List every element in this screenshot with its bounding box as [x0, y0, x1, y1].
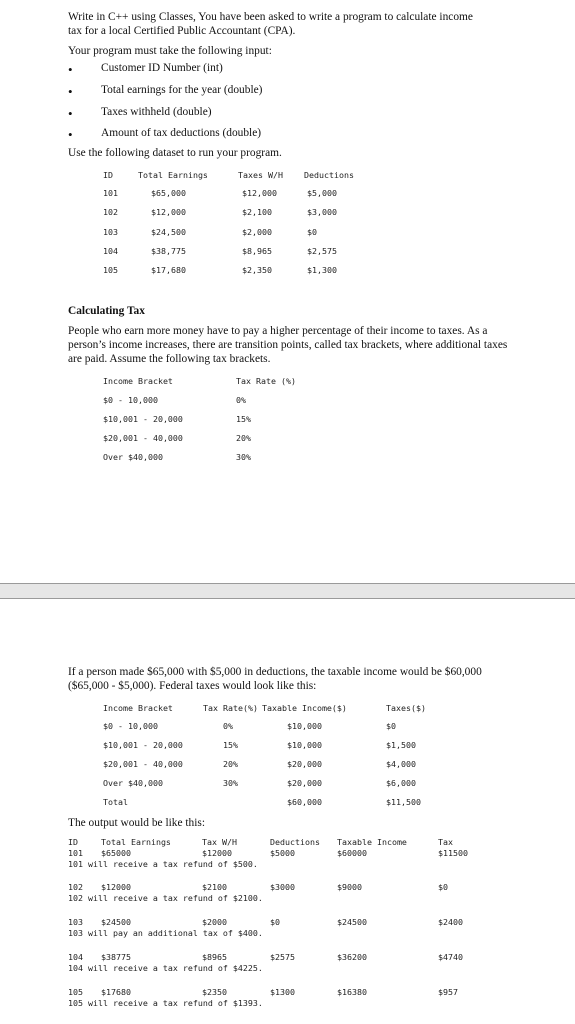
example-line-2: ($65,000 - $5,000). Federal taxes would look like this: — [68, 680, 317, 692]
output-message: 105 will receive a tax refund of $1393. — [68, 998, 263, 1008]
table-cell: 0% — [223, 721, 233, 731]
output-cell: $2575 — [270, 952, 295, 962]
table-header: Taxable Income($) — [262, 703, 347, 713]
document-page-2 — [0, 599, 575, 1024]
table-cell: $38,775 — [151, 246, 186, 256]
output-cell: $957 — [438, 987, 458, 997]
table-cell: $2,350 — [242, 265, 272, 275]
table-cell: 30% — [223, 778, 238, 788]
output-cell: 102 — [68, 882, 83, 892]
table-cell: $20,000 — [287, 759, 322, 769]
bullet-icon: • — [68, 106, 73, 121]
table-cell: $2,575 — [307, 246, 337, 256]
table-cell: 0% — [236, 395, 246, 405]
table-header: Deductions — [304, 170, 354, 180]
dataset-heading: Use the following dataset to run your program. — [68, 147, 282, 159]
table-cell: 103 — [103, 227, 118, 237]
output-cell: $24500 — [337, 917, 367, 927]
bullet-item: Amount of tax deductions (double) — [101, 127, 262, 139]
table-cell: 105 — [103, 265, 118, 275]
table-cell: $1,500 — [386, 740, 416, 750]
table-cell: Over $40,000 — [103, 452, 163, 462]
table-cell: $8,965 — [242, 246, 272, 256]
output-cell: $60000 — [337, 848, 367, 858]
intro-line-2: tax for a local Certified Public Accountant (CPA). — [68, 25, 296, 37]
output-cell: $0 — [270, 917, 280, 927]
table-cell: $17,680 — [151, 265, 186, 275]
table-cell: Over $40,000 — [103, 778, 163, 788]
output-message: 104 will receive a tax refund of $4225. — [68, 963, 263, 973]
output-cell: $1300 — [270, 987, 295, 997]
bullet-item: Customer ID Number (int) — [101, 62, 223, 74]
table-header: Income Bracket — [103, 703, 173, 713]
output-cell: $38775 — [101, 952, 131, 962]
example-line-1: If a person made $65,000 with $5,000 in deductions, the taxable income would be $60,000 — [68, 666, 482, 678]
bullet-item: Total earnings for the year (double) — [101, 84, 263, 96]
table-cell: 30% — [236, 452, 251, 462]
table-header: Total Earnings — [138, 170, 208, 180]
output-message: 103 will pay an additional tax of $400. — [68, 928, 263, 938]
output-cell: $12000 — [101, 882, 131, 892]
output-cell: $16380 — [337, 987, 367, 997]
output-cell: $65000 — [101, 848, 131, 858]
table-cell: $0 — [386, 721, 396, 731]
table-cell: $10,000 — [287, 740, 322, 750]
table-cell: $3,000 — [307, 207, 337, 217]
table-cell: $0 - 10,000 — [103, 721, 158, 731]
bullet-item: Taxes withheld (double) — [101, 106, 212, 118]
output-cell: $36200 — [337, 952, 367, 962]
output-cell: 101 — [68, 848, 83, 858]
table-cell: $10,000 — [287, 721, 322, 731]
table-header: Tax — [438, 837, 453, 847]
table-cell: Total — [103, 797, 128, 807]
output-cell: $11500 — [438, 848, 468, 858]
table-cell: 15% — [236, 414, 251, 424]
output-cell: $2100 — [202, 882, 227, 892]
table-cell: 15% — [223, 740, 238, 750]
bullet-icon: • — [68, 62, 73, 77]
table-header: ID — [103, 170, 113, 180]
output-message: 102 will receive a tax refund of $2100. — [68, 893, 263, 903]
table-cell: $0 - 10,000 — [103, 395, 158, 405]
bullet-icon: • — [68, 84, 73, 99]
calc-line-2: person’s income increases, there are transition points, called tax brackets, where additional taxes — [68, 339, 508, 351]
output-cell: $3000 — [270, 882, 295, 892]
output-message: 101 will receive a tax refund of $500. — [68, 859, 258, 869]
output-cell: 104 — [68, 952, 83, 962]
table-header: Deductions — [270, 837, 320, 847]
table-cell: $12,000 — [151, 207, 186, 217]
table-header: Total Earnings — [101, 837, 171, 847]
page-separator — [0, 584, 575, 599]
output-cell: $24500 — [101, 917, 131, 927]
output-cell: $0 — [438, 882, 448, 892]
output-cell: $2400 — [438, 917, 463, 927]
table-cell: $4,000 — [386, 759, 416, 769]
table-cell: $65,000 — [151, 188, 186, 198]
table-header: Tax Rate(%) — [203, 703, 258, 713]
table-cell: 101 — [103, 188, 118, 198]
output-cell: $2000 — [202, 917, 227, 927]
output-cell: $17680 — [101, 987, 131, 997]
output-cell: $4740 — [438, 952, 463, 962]
table-cell: 20% — [223, 759, 238, 769]
table-cell: $24,500 — [151, 227, 186, 237]
table-cell: $10,001 - 20,000 — [103, 414, 183, 424]
output-cell: $2350 — [202, 987, 227, 997]
table-cell: $10,001 - 20,000 — [103, 740, 183, 750]
output-cell: $12000 — [202, 848, 232, 858]
table-cell: 20% — [236, 433, 251, 443]
table-cell: $60,000 — [287, 797, 322, 807]
calc-heading: Calculating Tax — [68, 305, 145, 317]
table-cell: $0 — [307, 227, 317, 237]
calc-line-3: are paid. Assume the following tax brackets. — [68, 353, 271, 365]
table-cell: $20,001 - 40,000 — [103, 759, 183, 769]
table-cell: $2,000 — [242, 227, 272, 237]
table-cell: 102 — [103, 207, 118, 217]
table-cell: $11,500 — [386, 797, 421, 807]
table-cell: $20,001 - 40,000 — [103, 433, 183, 443]
table-cell: $5,000 — [307, 188, 337, 198]
table-cell: $1,300 — [307, 265, 337, 275]
table-cell: $20,000 — [287, 778, 322, 788]
output-cell: $5000 — [270, 848, 295, 858]
intro-line-1: Write in C++ using Classes, You have been asked to write a program to calculate income — [68, 11, 473, 23]
table-cell: $12,000 — [242, 188, 277, 198]
output-cell: 103 — [68, 917, 83, 927]
output-heading: The output would be like this: — [68, 817, 205, 829]
table-header: Taxes($) — [386, 703, 426, 713]
input-heading: Your program must take the following input: — [68, 45, 272, 57]
table-header: Tax Rate (%) — [236, 376, 296, 386]
table-header: ID — [68, 837, 78, 847]
table-cell: $2,100 — [242, 207, 272, 217]
table-header: Taxes W/H — [238, 170, 283, 180]
output-cell: $9000 — [337, 882, 362, 892]
output-cell: $8965 — [202, 952, 227, 962]
output-cell: 105 — [68, 987, 83, 997]
table-header: Taxable Income — [337, 837, 407, 847]
table-cell: $6,000 — [386, 778, 416, 788]
table-header: Income Bracket — [103, 376, 173, 386]
bullet-icon: • — [68, 127, 73, 142]
table-header: Tax W/H — [202, 837, 237, 847]
calc-line-1: People who earn more money have to pay a higher percentage of their income to taxes. As a — [68, 325, 488, 337]
table-cell: 104 — [103, 246, 118, 256]
